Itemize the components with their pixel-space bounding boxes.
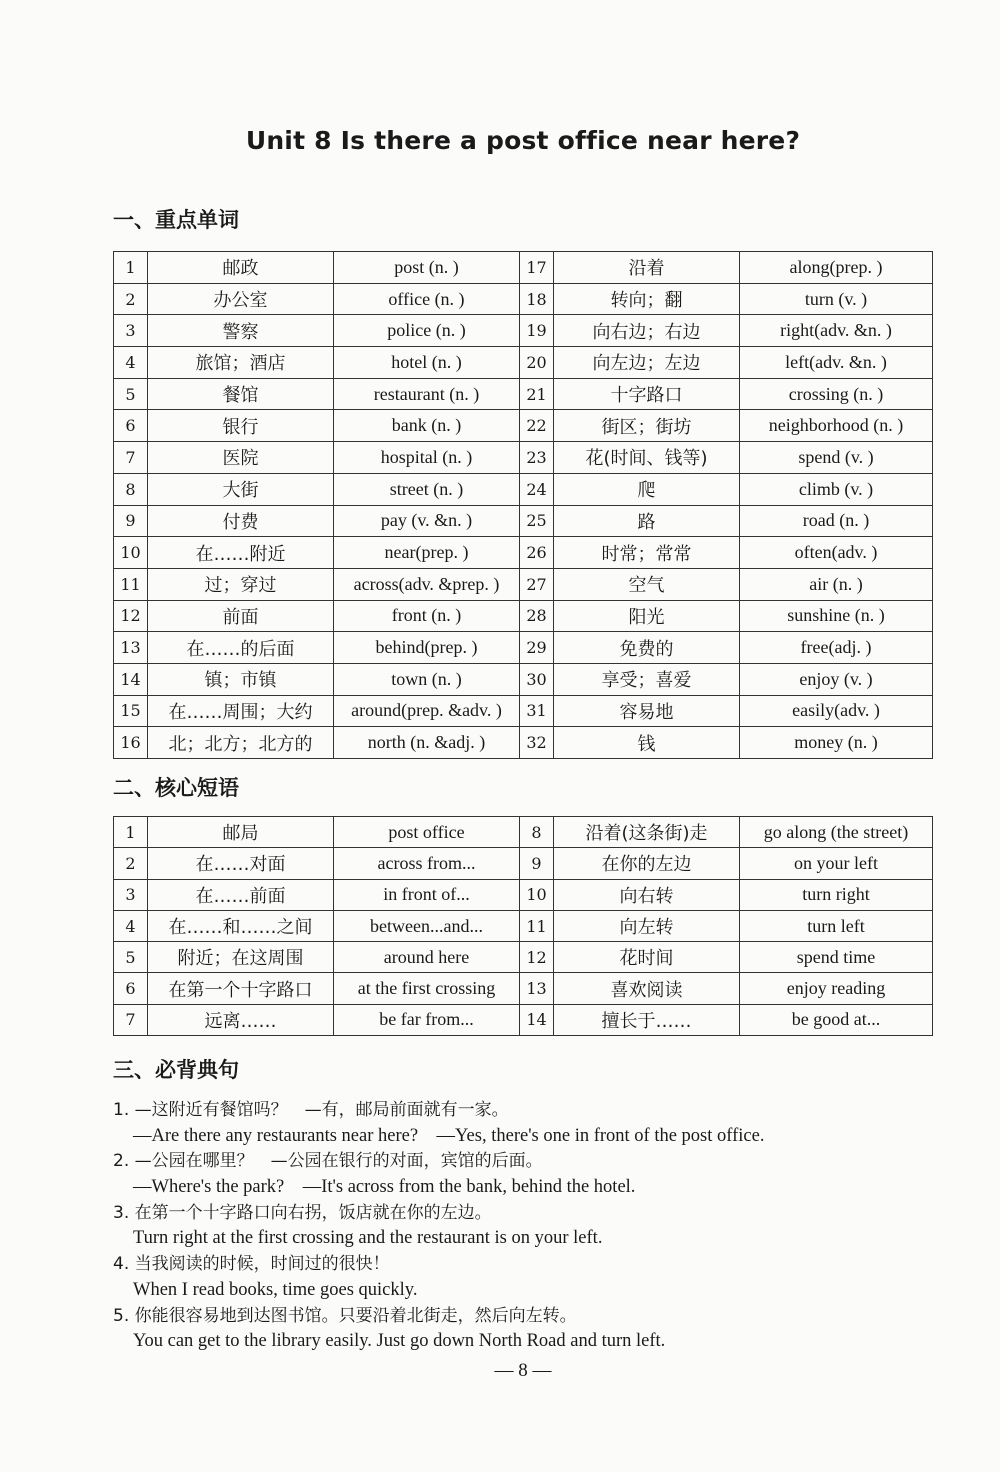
vocab-row <box>114 410 933 442</box>
phrase-number-cell: 5 <box>114 942 148 973</box>
vocab-number-cell: 3 <box>114 315 148 347</box>
vocab-number-cell: 16 <box>114 727 148 759</box>
vocab-chinese-cell: 邮政 <box>148 252 334 284</box>
vocab-number-cell: 6 <box>114 410 148 442</box>
vocab-english-cell: hospital (n. ) <box>334 442 520 474</box>
phrase-chinese-cell: 邮局 <box>148 817 334 848</box>
vocab-english-cell: climb (v. ) <box>740 473 933 505</box>
sentence-chinese: 1. —这附近有餐馆吗？ —有，邮局前面就有一家。 <box>113 1100 509 1120</box>
phrase-chinese-cell: 在你的左边 <box>554 848 740 879</box>
page-title: Unit 8 Is there a post office near here? <box>245 126 801 155</box>
vocab-english-cell: town (n. ) <box>334 663 520 695</box>
vocab-chinese-cell: 路 <box>554 505 740 537</box>
phrase-english-cell: turn left <box>740 910 933 941</box>
vocab-chinese-cell: 向右边；右边 <box>554 315 740 347</box>
vocab-english-cell: near(prep. ) <box>334 537 520 569</box>
phrase-chinese-cell: 向左转 <box>554 910 740 941</box>
vocab-english-cell: street (n. ) <box>334 473 520 505</box>
phrase-english-cell: at the first crossing <box>334 973 520 1004</box>
vocab-row <box>114 347 933 379</box>
vocab-chinese-cell: 钱 <box>554 727 740 759</box>
vocab-english-cell: north (n. &adj. ) <box>334 727 520 759</box>
phrase-chinese-cell: 附近；在这周围 <box>148 942 334 973</box>
phrase-number-cell: 10 <box>520 879 554 910</box>
phrase-number-cell: 6 <box>114 973 148 1004</box>
vocab-chinese-cell: 在……周围；大约 <box>148 695 334 727</box>
vocab-number-cell: 4 <box>114 347 148 379</box>
vocab-row <box>114 600 933 632</box>
phrase-number-cell: 8 <box>520 817 554 848</box>
vocab-number-cell: 18 <box>520 283 554 315</box>
vocab-row <box>114 442 933 474</box>
vocab-chinese-cell: 沿着 <box>554 252 740 284</box>
vocab-chinese-cell: 街区；街坊 <box>554 410 740 442</box>
phrase-english-cell: post office <box>334 817 520 848</box>
vocab-number-cell: 30 <box>520 663 554 695</box>
phrase-row <box>114 817 933 848</box>
phrase-english-cell: be far from... <box>334 1004 520 1035</box>
sentence-english: You can get to the library easily. Just go down North Road and turn left. <box>133 1331 666 1352</box>
vocab-number-cell: 32 <box>520 727 554 759</box>
vocab-number-cell: 29 <box>520 632 554 664</box>
phrase-number-cell: 11 <box>520 910 554 941</box>
phrase-row <box>114 942 933 973</box>
vocab-chinese-cell: 享受；喜爱 <box>554 663 740 695</box>
vocab-chinese-cell: 花(时间、钱等) <box>554 442 740 474</box>
phrase-row <box>114 973 933 1004</box>
vocab-table <box>113 251 933 759</box>
vocab-chinese-cell: 大街 <box>148 473 334 505</box>
phrase-english-cell: enjoy reading <box>740 973 933 1004</box>
vocab-english-cell: around(prep. &adv. ) <box>334 695 520 727</box>
phrase-number-cell: 4 <box>114 910 148 941</box>
vocab-chinese-cell: 前面 <box>148 600 334 632</box>
vocab-chinese-cell: 办公室 <box>148 283 334 315</box>
phrase-number-cell: 1 <box>114 817 148 848</box>
vocab-chinese-cell: 警察 <box>148 315 334 347</box>
phrase-number-cell: 3 <box>114 879 148 910</box>
vocab-english-cell: free(adj. ) <box>740 632 933 664</box>
phrase-chinese-cell: 在……和……之间 <box>148 910 334 941</box>
sentences-list <box>113 1098 943 1355</box>
sentence-chinese: 2. —公园在哪里？ —公园在银行的对面，宾馆的后面。 <box>113 1151 543 1172</box>
phrase-number-cell: 2 <box>114 848 148 879</box>
vocab-row <box>114 505 933 537</box>
vocab-row <box>114 315 933 347</box>
vocab-english-cell: turn (v. ) <box>740 283 933 315</box>
vocab-chinese-cell: 医院 <box>148 442 334 474</box>
phrase-english-cell: be good at... <box>740 1004 933 1035</box>
vocab-number-cell: 9 <box>114 505 148 537</box>
phrase-chinese-cell: 向右转 <box>554 879 740 910</box>
vocab-row <box>114 632 933 664</box>
vocab-chinese-cell: 过；穿过 <box>148 568 334 600</box>
vocab-english-cell: restaurant (n. ) <box>334 378 520 410</box>
vocab-number-cell: 24 <box>520 473 554 505</box>
vocab-number-cell: 15 <box>114 695 148 727</box>
vocab-chinese-cell: 餐馆 <box>148 378 334 410</box>
vocab-chinese-cell: 空气 <box>554 568 740 600</box>
vocab-chinese-cell: 镇；市镇 <box>148 663 334 695</box>
vocab-english-cell: along(prep. ) <box>740 252 933 284</box>
vocab-english-cell: police (n. ) <box>334 315 520 347</box>
vocab-heading: 一、重点单词 <box>113 208 239 232</box>
sentence-chinese: 4. 当我阅读的时候，时间过的很快！ <box>113 1254 390 1275</box>
sentence-english: —Where's the park? —It's across from the bank, behind the hotel. <box>133 1177 636 1198</box>
vocab-row <box>114 283 933 315</box>
phrase-chinese-cell: 花时间 <box>554 942 740 973</box>
vocab-chinese-cell: 容易地 <box>554 695 740 727</box>
vocab-number-cell: 31 <box>520 695 554 727</box>
vocab-number-cell: 19 <box>520 315 554 347</box>
phrase-number-cell: 13 <box>520 973 554 1004</box>
vocab-row <box>114 695 933 727</box>
vocab-number-cell: 8 <box>114 473 148 505</box>
vocab-english-cell: pay (v. &n. ) <box>334 505 520 537</box>
vocab-english-cell: office (n. ) <box>334 283 520 315</box>
phrase-number-cell: 9 <box>520 848 554 879</box>
vocab-english-cell: easily(adv. ) <box>740 695 933 727</box>
vocab-number-cell: 22 <box>520 410 554 442</box>
vocab-chinese-cell: 银行 <box>148 410 334 442</box>
vocab-english-cell: right(adv. &n. ) <box>740 315 933 347</box>
vocab-english-cell: left(adv. &n. ) <box>740 347 933 379</box>
sentence-english: —Are there any restaurants near here? —Yes, there's one in front of the post office. <box>133 1125 765 1146</box>
vocab-row <box>114 568 933 600</box>
vocab-english-cell: spend (v. ) <box>740 442 933 474</box>
phrase-number-cell: 14 <box>520 1004 554 1035</box>
vocab-chinese-cell: 旅馆；酒店 <box>148 347 334 379</box>
vocab-english-cell: road (n. ) <box>740 505 933 537</box>
phrase-english-cell: go along (the street) <box>740 817 933 848</box>
vocab-english-cell: bank (n. ) <box>334 410 520 442</box>
vocab-number-cell: 28 <box>520 600 554 632</box>
phrase-english-cell: between...and... <box>334 910 520 941</box>
vocab-english-cell: neighborhood (n. ) <box>740 410 933 442</box>
phrase-number-cell: 7 <box>114 1004 148 1035</box>
vocab-english-cell: post (n. ) <box>334 252 520 284</box>
vocab-row <box>114 252 933 284</box>
phrase-row <box>114 1004 933 1035</box>
vocab-row <box>114 727 933 759</box>
phrase-row <box>114 910 933 941</box>
vocab-number-cell: 26 <box>520 537 554 569</box>
phrase-english-cell: across from... <box>334 848 520 879</box>
vocab-number-cell: 5 <box>114 378 148 410</box>
phrase-chinese-cell: 擅长于…… <box>554 1004 740 1035</box>
phrase-english-cell: turn right <box>740 879 933 910</box>
vocab-chinese-cell: 向左边；左边 <box>554 347 740 379</box>
phrase-chinese-cell: 在第一个十字路口 <box>148 973 334 1004</box>
vocab-english-cell: across(adv. &prep. ) <box>334 568 520 600</box>
phrase-chinese-cell: 在……对面 <box>148 848 334 879</box>
vocab-english-cell: air (n. ) <box>740 568 933 600</box>
vocab-number-cell: 7 <box>114 442 148 474</box>
vocab-english-cell: sunshine (n. ) <box>740 600 933 632</box>
vocab-row <box>114 378 933 410</box>
vocab-number-cell: 13 <box>114 632 148 664</box>
vocab-number-cell: 21 <box>520 378 554 410</box>
sentences-heading: 三、必背典句 <box>113 1058 239 1082</box>
phrase-row <box>114 879 933 910</box>
vocab-chinese-cell: 免费的 <box>554 632 740 664</box>
vocab-english-cell: crossing (n. ) <box>740 378 933 410</box>
vocab-number-cell: 2 <box>114 283 148 315</box>
vocab-chinese-cell: 付费 <box>148 505 334 537</box>
phrase-english-cell: on your left <box>740 848 933 879</box>
vocab-english-cell: money (n. ) <box>740 727 933 759</box>
vocab-chinese-cell: 北；北方；北方的 <box>148 727 334 759</box>
phrase-row <box>114 848 933 879</box>
vocab-chinese-cell: 在……附近 <box>148 537 334 569</box>
phrase-chinese-cell: 沿着(这条街)走 <box>554 817 740 848</box>
vocab-english-cell: hotel (n. ) <box>334 347 520 379</box>
vocab-number-cell: 23 <box>520 442 554 474</box>
phrase-english-cell: around here <box>334 942 520 973</box>
vocab-english-cell: enjoy (v. ) <box>740 663 933 695</box>
phrase-chinese-cell: 远离…… <box>148 1004 334 1035</box>
vocab-row <box>114 473 933 505</box>
vocab-row <box>114 663 933 695</box>
vocab-english-cell: often(adv. ) <box>740 537 933 569</box>
vocab-english-cell: behind(prep. ) <box>334 632 520 664</box>
vocab-chinese-cell: 转向；翻 <box>554 283 740 315</box>
vocab-number-cell: 14 <box>114 663 148 695</box>
sentence-english: Turn right at the first crossing and the restaurant is on your left. <box>133 1228 603 1249</box>
phrase-chinese-cell: 喜欢阅读 <box>554 973 740 1004</box>
vocab-chinese-cell: 阳光 <box>554 600 740 632</box>
phrases-table <box>113 816 933 1036</box>
vocab-number-cell: 17 <box>520 252 554 284</box>
sentence-english: When I read books, time goes quickly. <box>133 1279 418 1300</box>
vocab-chinese-cell: 爬 <box>554 473 740 505</box>
vocab-chinese-cell: 十字路口 <box>554 378 740 410</box>
vocab-number-cell: 11 <box>114 568 148 600</box>
vocab-number-cell: 20 <box>520 347 554 379</box>
vocab-chinese-cell: 时常；常常 <box>554 537 740 569</box>
phrase-english-cell: in front of... <box>334 879 520 910</box>
sentence-chinese: 3. 在第一个十字路口向右拐，饭店就在你的左边。 <box>113 1202 492 1223</box>
vocab-number-cell: 10 <box>114 537 148 569</box>
vocab-chinese-cell: 在……的后面 <box>148 632 334 664</box>
phrase-chinese-cell: 在……前面 <box>148 879 334 910</box>
vocab-english-cell: front (n. ) <box>334 600 520 632</box>
page-number: — 8 — <box>494 1360 552 1381</box>
vocab-number-cell: 25 <box>520 505 554 537</box>
phrase-number-cell: 12 <box>520 942 554 973</box>
vocab-number-cell: 12 <box>114 600 148 632</box>
vocab-number-cell: 1 <box>114 252 148 284</box>
phrase-english-cell: spend time <box>740 942 933 973</box>
vocab-row <box>114 537 933 569</box>
sentence-chinese: 5. 你能很容易地到达图书馆。只要沿着北街走，然后向左转。 <box>113 1305 577 1326</box>
vocab-number-cell: 27 <box>520 568 554 600</box>
phrases-heading: 二、核心短语 <box>113 776 239 800</box>
